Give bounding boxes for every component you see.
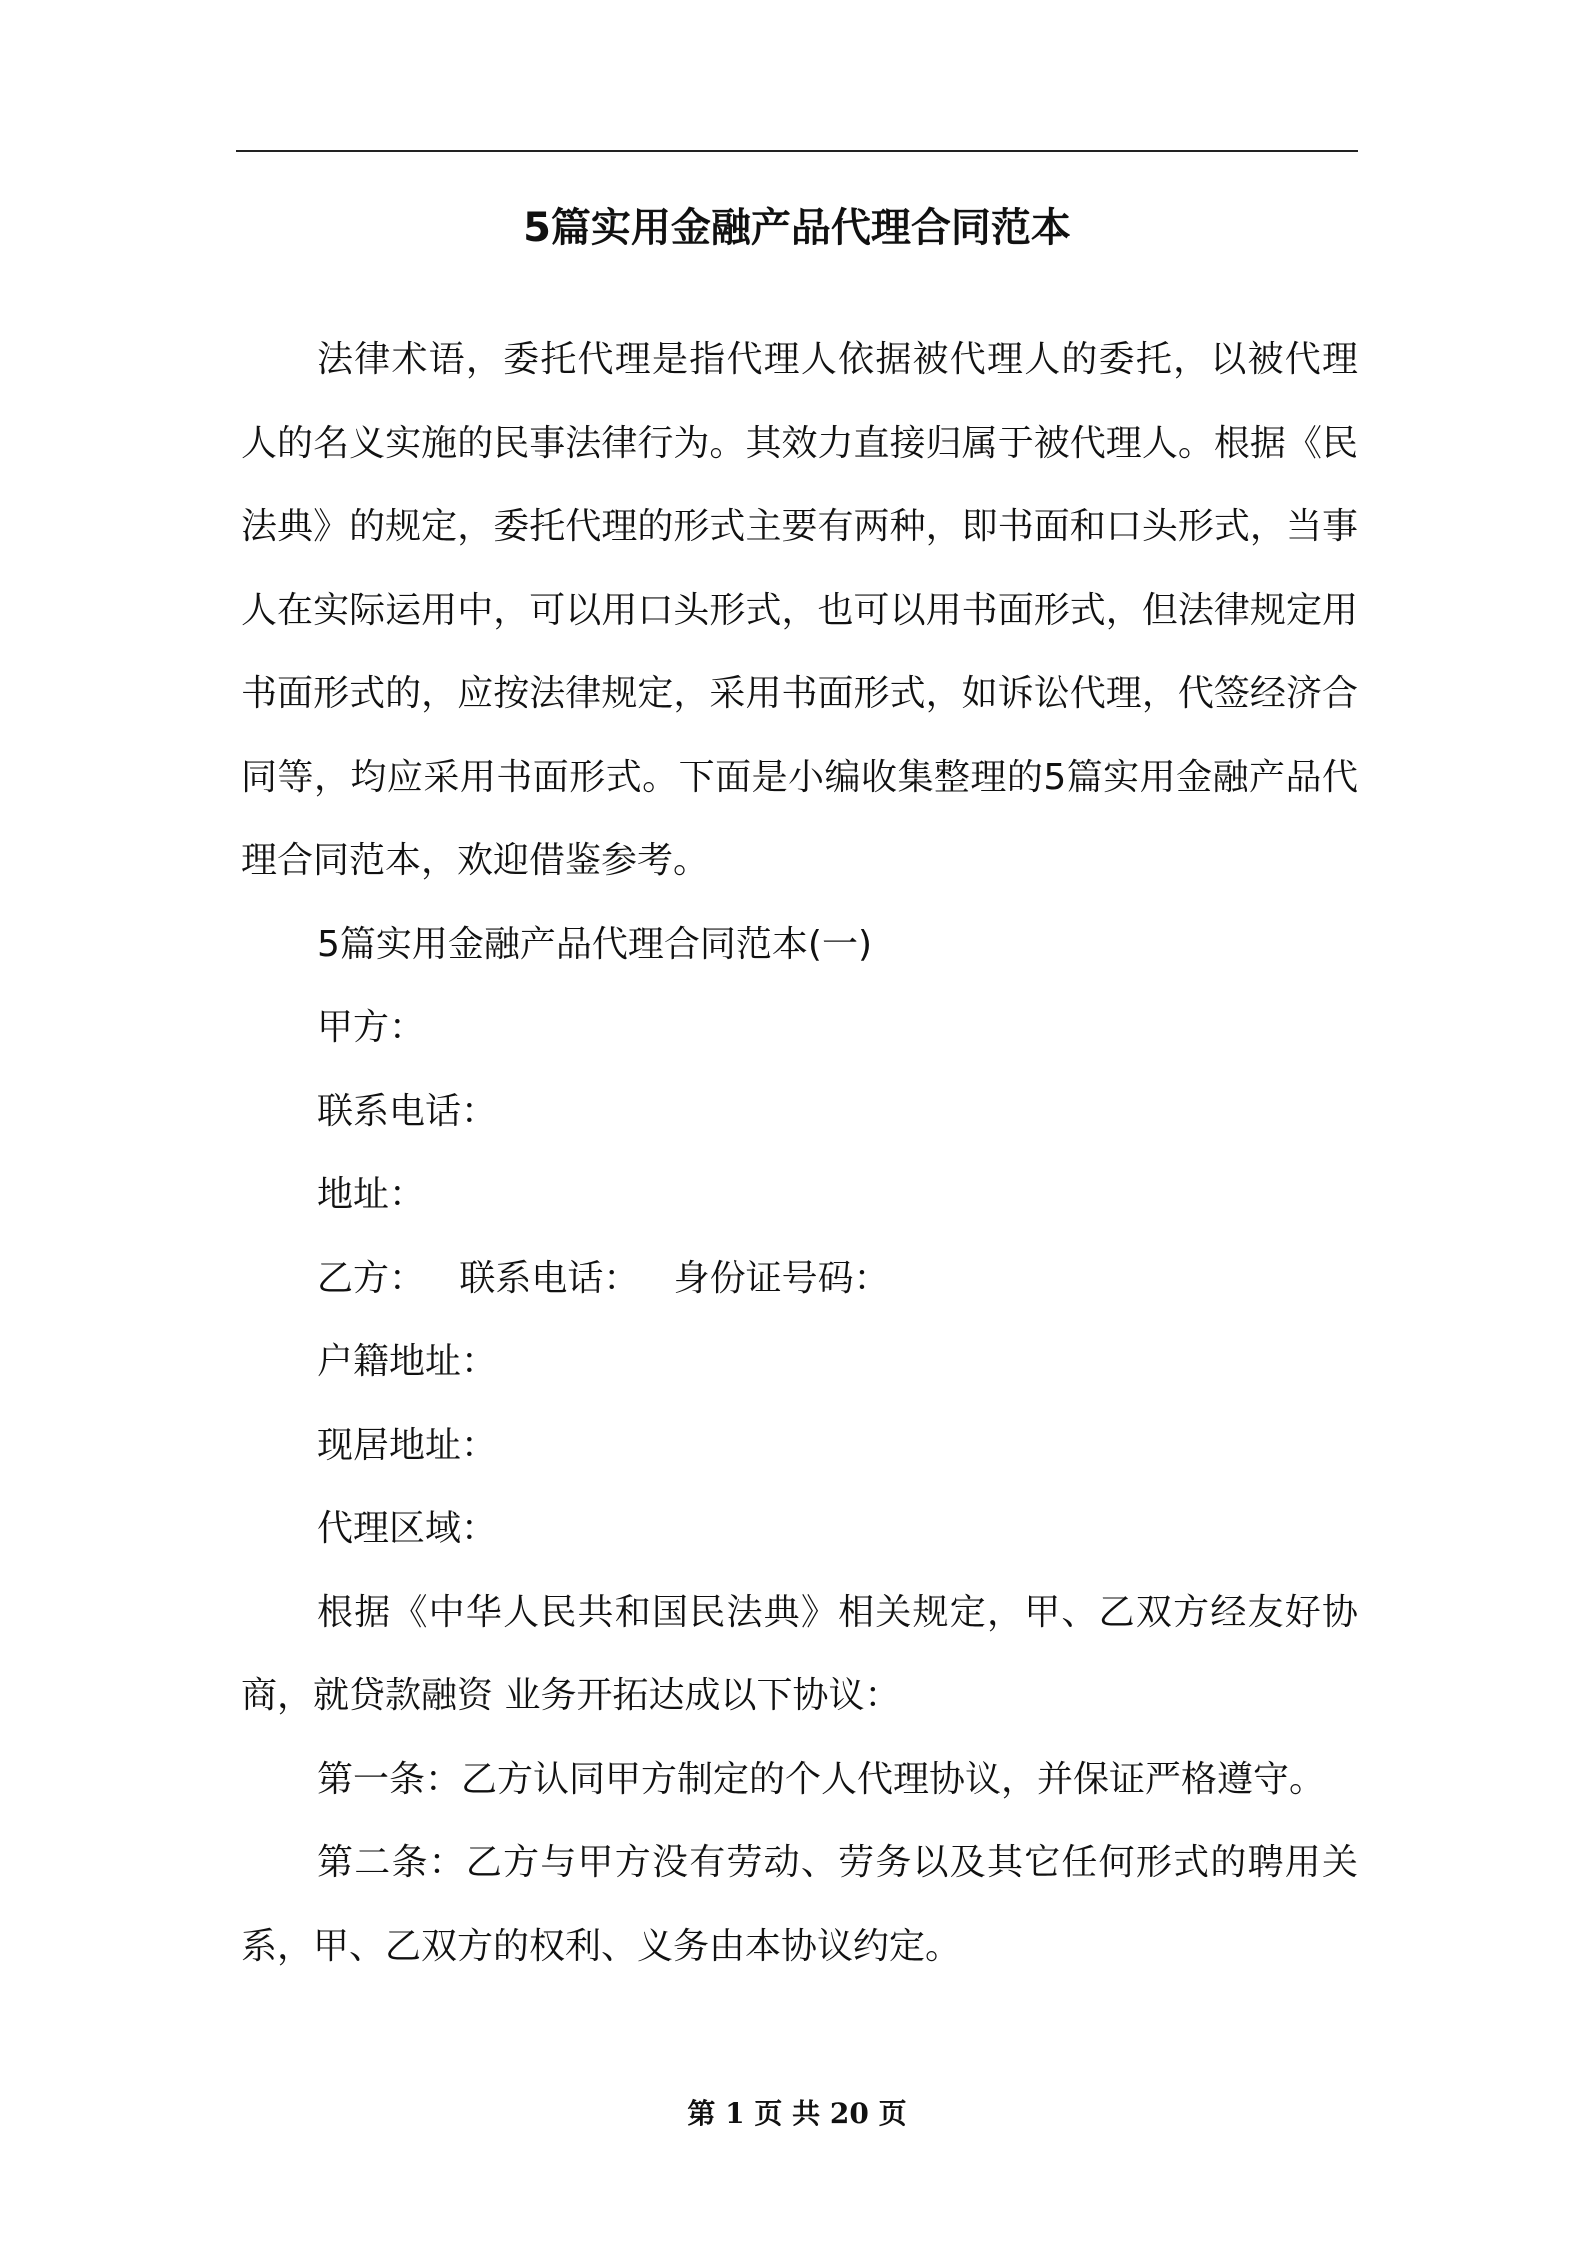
party-a-field: 甲方：: [317, 1007, 426, 1048]
document-body: [241, 318, 1358, 1988]
document-title: 5篇实用金融产品代理合同范本: [523, 205, 1071, 251]
phone-field: 联系电话：: [317, 1090, 498, 1132]
current-address-field: 现居地址：: [317, 1424, 498, 1466]
section-heading: 5篇实用金融产品代理合同范本(一): [317, 923, 872, 965]
page-indicator: 第 1 页 共 20 页: [687, 2097, 907, 2130]
basis-paragraph: 根据《中华人民共和国民法典》相关规定，甲、乙双方经友好协商，就贷款融资 业务开拓达成以下协议：: [241, 1591, 1358, 1716]
article-2: 第二条：乙方与甲方没有劳动、劳务以及其它任何形式的聘用关系，甲、乙双方的权利、义务由本协议约定。: [241, 1842, 1358, 1967]
article-1: 第一条：乙方认同甲方制定的个人代理协议，并保证严格遵守。: [317, 1758, 1326, 1800]
intro-paragraph: 法律术语，委托代理是指代理人依据被代理人的委托，以被代理人的名义实施的民事法律行为。其效力直接归属于被代理人。根据《民法典》的规定，委托代理的形式主要有两种，即书面和口头形式，当事人在实际运用中，可以用口头形式，也可以用书面形式，但法律规定用书面形式的，应按法律规定，采用书面形式，如诉讼代理，代签经济合同等，均应采用书面形式。下面是小编收集整理的5篇实用金融产品代理合同范本，欢迎借鉴参考。: [241, 339, 1358, 881]
header-rule: [236, 150, 1358, 152]
agency-area-field: 代理区域：: [317, 1508, 498, 1549]
household-address-field: 户籍地址：: [317, 1341, 498, 1382]
party-b-field: 乙方： 联系电话： 身份证号码：: [317, 1257, 890, 1299]
address-field: 地址：: [317, 1174, 426, 1215]
